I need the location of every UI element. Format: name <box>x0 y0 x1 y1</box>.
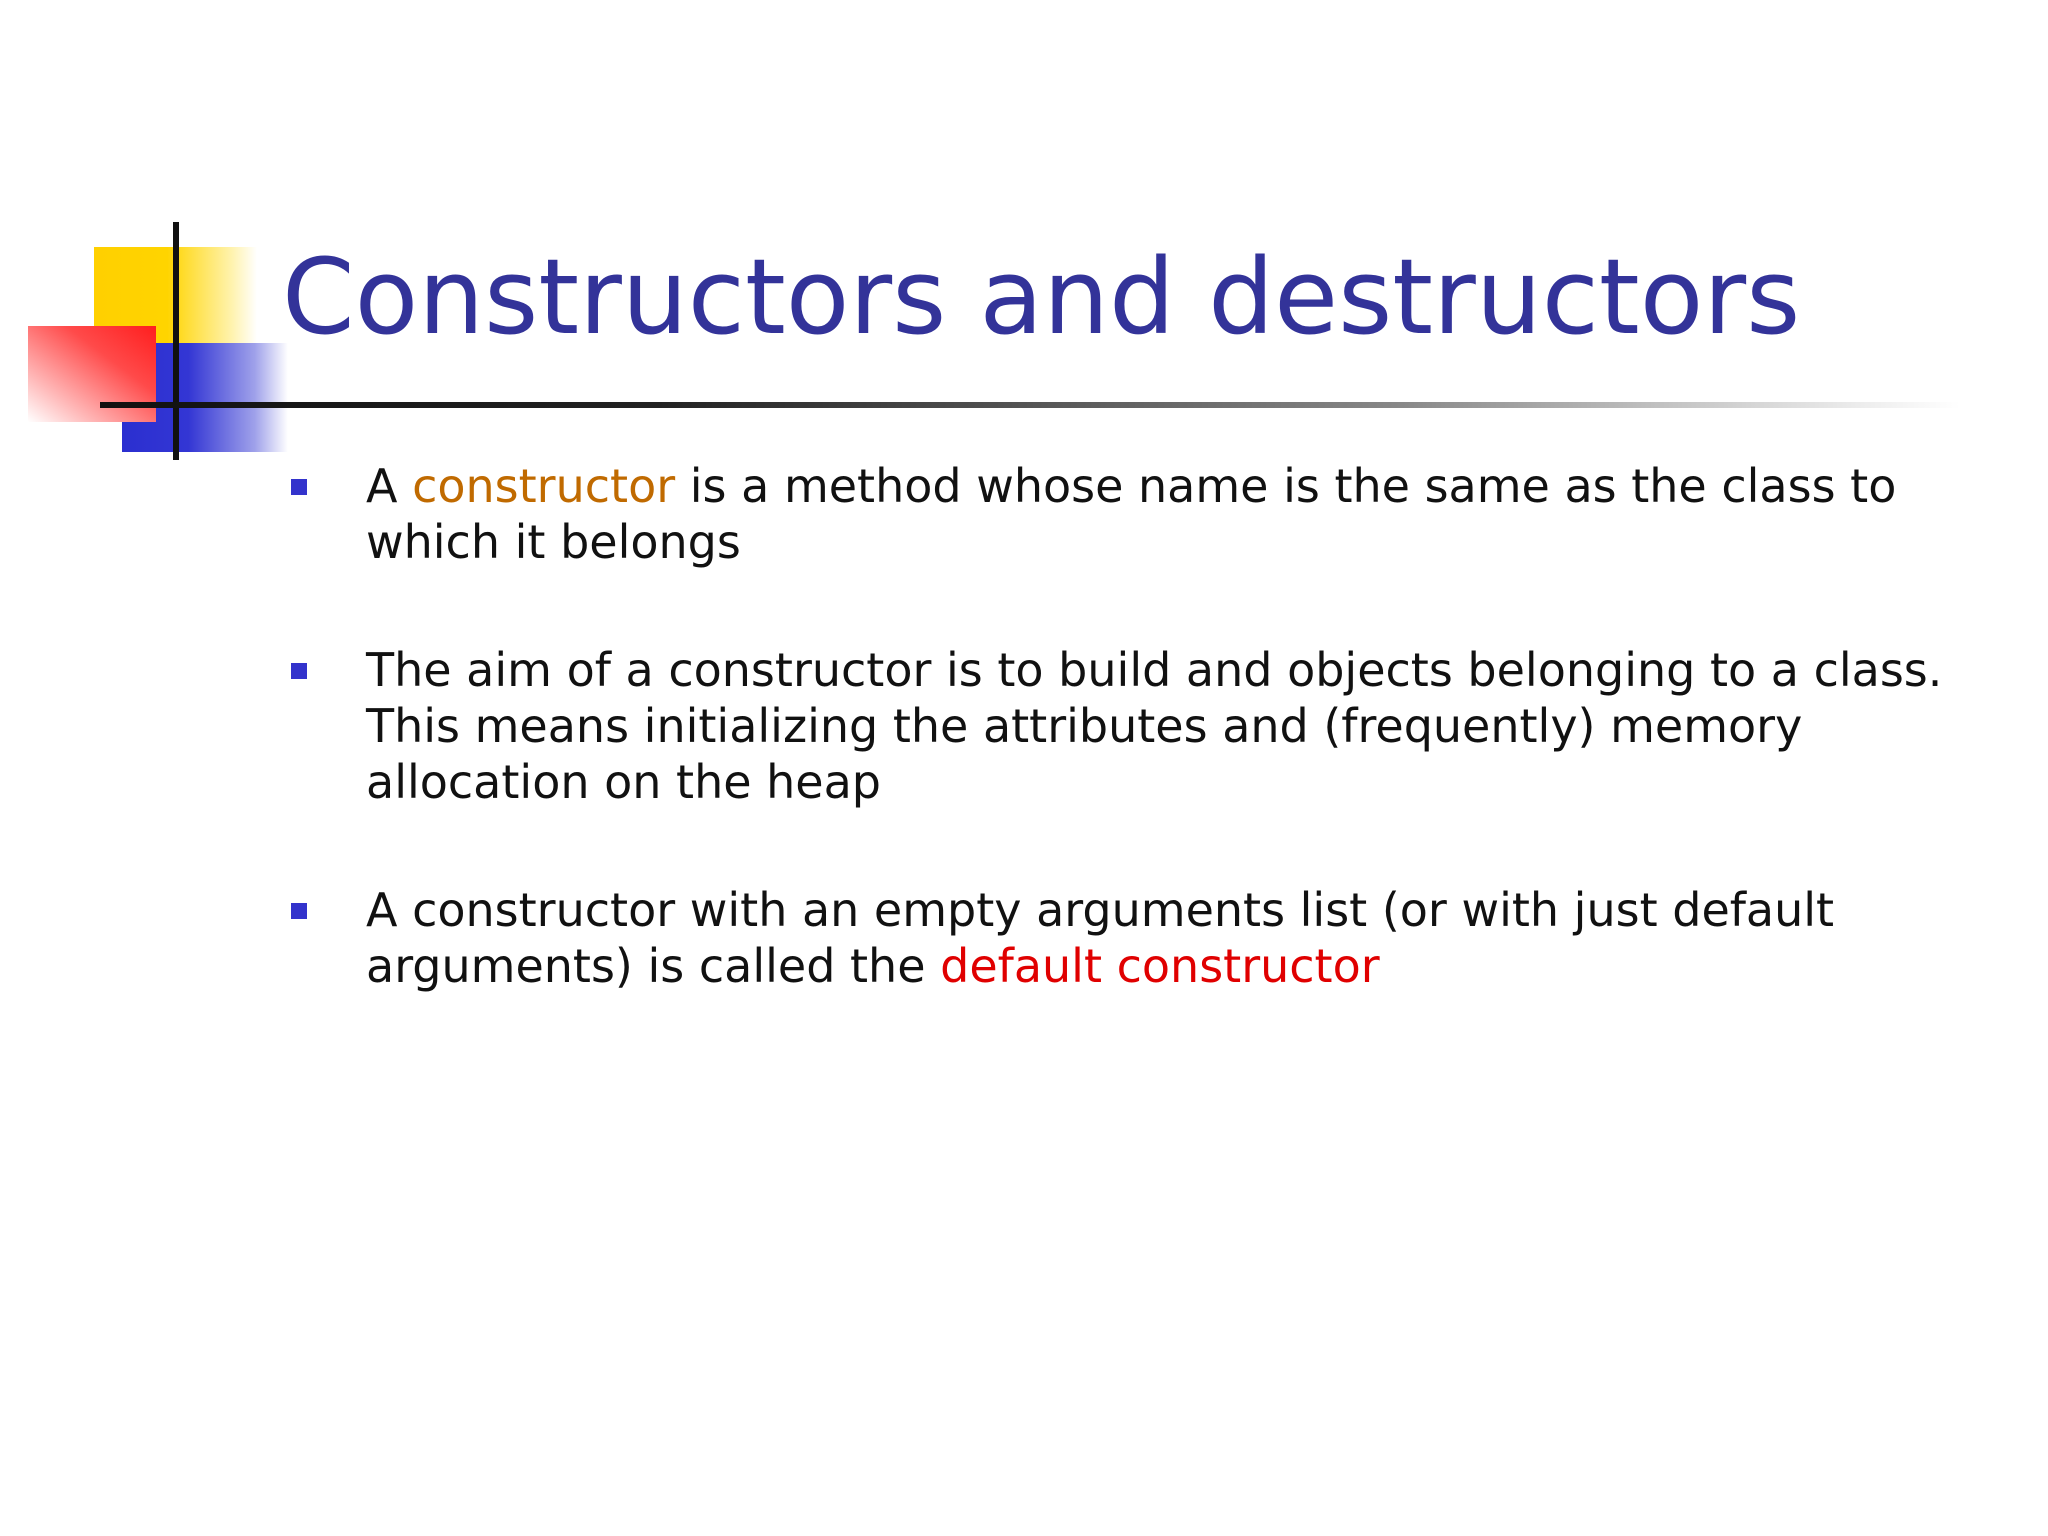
decorative-vertical-line <box>173 222 179 460</box>
highlighted-term-constructor: constructor <box>412 459 676 513</box>
bullet-text <box>366 459 1896 569</box>
bullet-item-constructor-definition <box>290 458 2010 570</box>
bullet-text-segment: is a method whose name is the same as the class to which it belongs <box>366 459 1897 569</box>
highlighted-term-default-constructor: default constructor <box>940 939 1380 993</box>
bullet-list <box>290 458 2010 1066</box>
square-bullet-icon <box>291 663 307 679</box>
square-bullet-icon <box>291 903 307 919</box>
bullet-text <box>366 883 1834 993</box>
square-bullet-icon <box>291 479 307 495</box>
title-underline-rule <box>100 402 1960 408</box>
bullet-text-segment: A <box>366 459 413 513</box>
slide-title: Constructors and destructors <box>282 236 1801 358</box>
bullet-text-segment: The aim of a constructor is to build and objects belonging to a class. This means initializing the attributes and (frequently) memory allocation on the heap <box>366 643 1943 809</box>
bullet-text <box>366 643 1942 809</box>
bullet-text-segment: A constructor with an empty arguments list (or with just default arguments) is called the <box>366 883 1835 993</box>
bullet-item-constructor-aim <box>290 642 2010 810</box>
bullet-item-default-constructor <box>290 882 2010 994</box>
